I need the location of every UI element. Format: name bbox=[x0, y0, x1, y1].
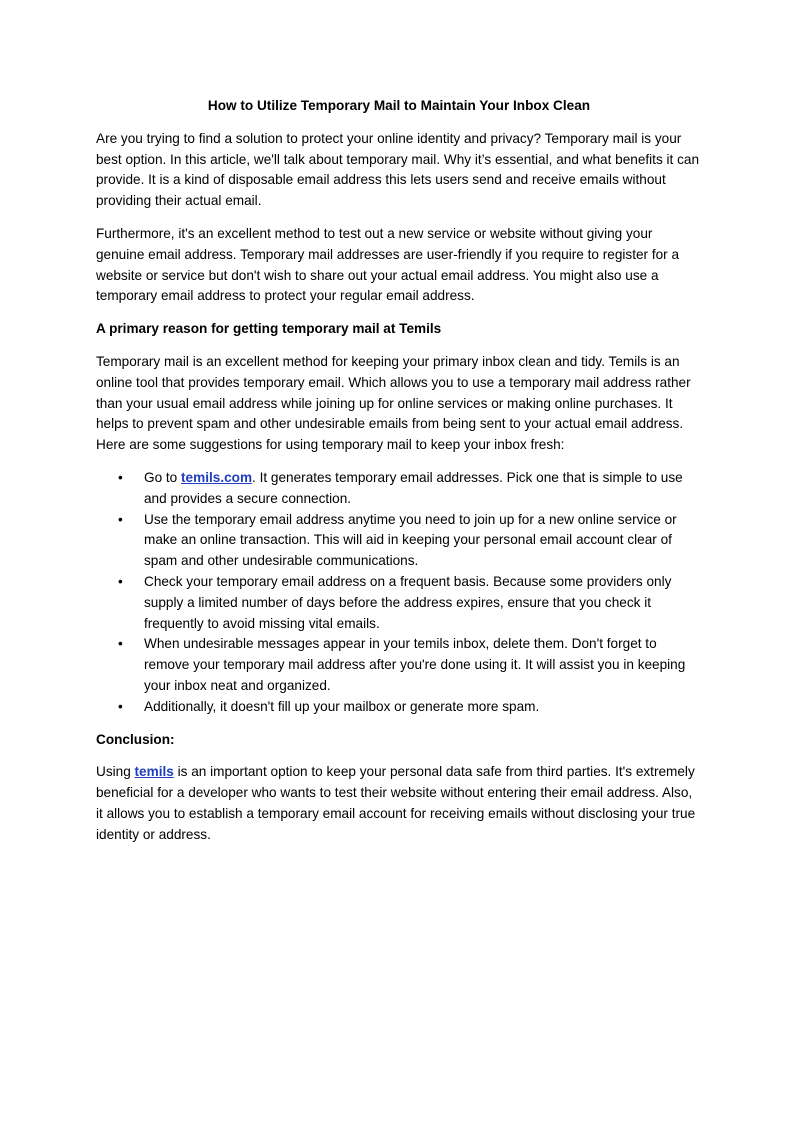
conclusion-heading: Conclusion: bbox=[96, 731, 175, 747]
list-item-text: Use the temporary email address anytime you need to join up for a new online service or make an online transaction. This will aid in keeping your personal email account clear of spam and other undesirable communications. bbox=[144, 511, 677, 569]
list-item bbox=[96, 468, 702, 510]
list-item-text: When undesirable messages appear in your temils inbox, delete them. Don't forget to remove your temporary mail address after you're done using it. It will assist you in keeping your inbox neat and organized. bbox=[144, 636, 686, 693]
bullet-icon: • bbox=[118, 573, 123, 589]
bullet-icon: • bbox=[118, 469, 123, 485]
conclusion-suffix: is an important option to keep your personal data safe from third parties. It's extremely beneficial for a developer who wants to test their website without entering their email address. Also, it allows you to establish a temporary email account for receiving emails without disclosing your true identity or address. bbox=[96, 764, 696, 842]
intro-paragraph-1: Are you trying to find a solution to protect your online identity and privacy? Temporary mail is your best option. In this article, we'll talk about temporary mail. Why it’s essential, and what benefits it can provide. It is a kind of disposable email address this lets users send and receive emails without providing their actual email. bbox=[96, 130, 700, 209]
list-item-text: Check your temporary email address on a frequent basis. Because some providers only supply a limited number of days before the address expires, ensure that you check it frequently to avoid missing vital emails. bbox=[144, 573, 672, 631]
section-paragraph: Temporary mail is an excellent method for keeping your primary inbox clean and tidy. Temils is an online tool that provides temporary email. Which allows you to use a temporary mail address rather than your usual email address while joining up for online services or making online purchases. It helps to prevent spam and other undesirable emails from being sent to your actual email address. Here are some suggestions for using temporary mail to keep your inbox fresh: bbox=[96, 353, 691, 453]
conclusion-paragraph bbox=[96, 762, 702, 845]
list-item-text: Additionally, it doesn't fill up your mailbox or generate more spam. bbox=[144, 698, 540, 714]
list-item bbox=[96, 572, 702, 634]
bullet-icon: • bbox=[118, 636, 123, 652]
conclusion-prefix: Using bbox=[96, 764, 135, 780]
list-item bbox=[96, 510, 702, 572]
temils-com-link[interactable]: temils.com bbox=[181, 469, 253, 485]
intro-paragraph-2: Furthermore, it's an excellent method to test out a new service or website without giving your genuine email address. Temporary mail addresses are user-friendly if you require to register for a website or service but don't wish to share out your actual email address. You might also use a temporary email address to protect your regular email address. bbox=[96, 225, 680, 304]
list-item-suffix: . It generates temporary email addresses. Pick one that is simple to use and provides a secure connection. bbox=[144, 469, 683, 506]
document-page bbox=[96, 96, 702, 858]
section-heading: A primary reason for getting temporary mail at Temils bbox=[96, 321, 442, 337]
temils-link[interactable]: temils bbox=[134, 764, 174, 780]
bullet-icon: • bbox=[118, 511, 123, 527]
document-title: How to Utilize Temporary Mail to Maintain Your Inbox Clean bbox=[207, 98, 591, 113]
list-item-prefix: Go to bbox=[144, 469, 182, 485]
suggestions-list bbox=[96, 468, 702, 718]
list-item bbox=[96, 634, 702, 696]
list-item bbox=[96, 697, 702, 718]
bullet-icon: • bbox=[118, 698, 123, 714]
